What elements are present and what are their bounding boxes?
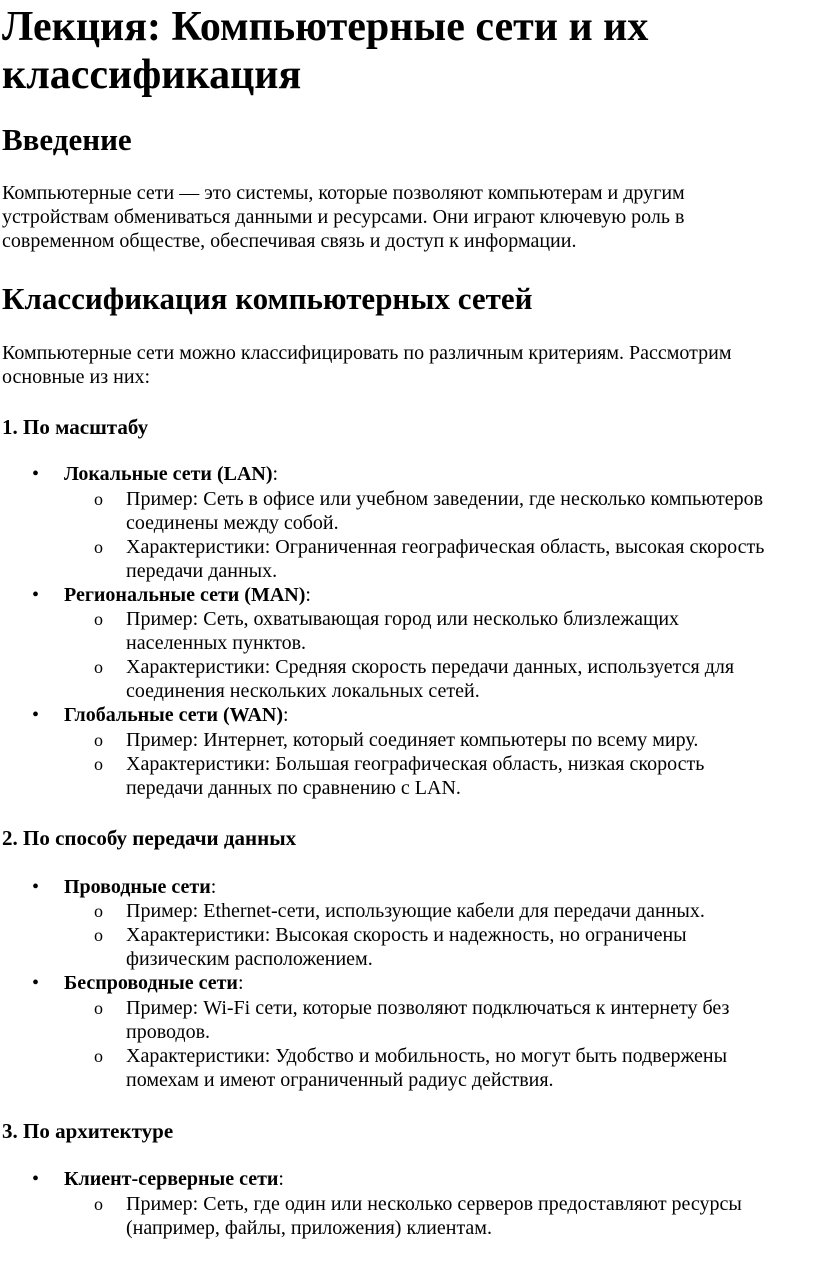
list-item-term: Локальные сети (LAN)	[64, 463, 273, 485]
sub-bullet-icon: o	[94, 1194, 103, 1214]
sub-bullet-icon: o	[94, 730, 103, 750]
list-item-term: Региональные сети (MAN)	[64, 584, 306, 606]
sub-item-text: населенных пунктов.	[126, 632, 307, 654]
section-heading-architecture: 3. По архитектуре	[2, 1119, 174, 1143]
sub-bullet-icon: o	[94, 925, 103, 945]
bullet-icon: •	[32, 972, 40, 994]
list-item-label	[64, 703, 289, 727]
bullet-icon: •	[32, 584, 40, 606]
sub-bullet-icon: o	[94, 657, 103, 677]
classification-paragraph-line: основные из них:	[2, 366, 151, 388]
intro-paragraph-line: устройствам обмениваться данными и ресурсами. Они играют ключевую роль в	[2, 206, 685, 228]
sub-item-text: Пример: Интернет, который соединяет компьютеры по всему миру.	[126, 729, 699, 751]
sub-item-text: соединения нескольких локальных сетей.	[126, 680, 480, 702]
sub-item-text: Характеристики: Средняя скорость передачи данных, используется для	[126, 656, 735, 678]
list-item-term: Клиент-серверные сети	[64, 1168, 279, 1190]
sub-item-text: Пример: Сеть, охватывающая город или несколько близлежащих	[126, 608, 680, 630]
sub-item-text: передачи данных.	[126, 560, 278, 582]
sub-item-text: Характеристики: Большая географическая область, низкая скорость	[126, 753, 705, 775]
classification-paragraph-line: Компьютерные сети можно классифицировать по различным критериям. Рассмотрим	[2, 342, 732, 364]
list-item-colon: :	[278, 1168, 284, 1190]
sub-item-text: помехам и имеют ограниченный радиус действия.	[126, 1069, 554, 1091]
sub-item-text: проводов.	[126, 1021, 211, 1043]
sub-item-text: соединены между собой.	[126, 512, 339, 534]
bullet-icon: •	[32, 1168, 40, 1190]
section-heading-scale: 1. По масштабу	[2, 415, 149, 439]
list-item-colon: :	[283, 704, 289, 726]
sub-bullet-icon: o	[94, 537, 103, 557]
document-title-line-1: Лекция: Компьютерные сети и их	[2, 4, 649, 50]
list-item-colon: :	[237, 972, 244, 994]
document-title-line-2: классификация	[2, 52, 302, 98]
sub-bullet-icon: o	[94, 609, 103, 629]
sub-item-text: Пример: Сеть в офисе или учебном заведении, где несколько компьютеров	[126, 488, 764, 510]
sub-item-text: передачи данных по сравнению с LAN.	[126, 777, 461, 799]
sub-bullet-icon: o	[94, 754, 103, 774]
section-heading-transmission: 2. По способу передачи данных	[2, 826, 297, 850]
list-item-colon: :	[305, 584, 311, 606]
sub-item-text: Пример: Wi-Fi сети, которые позволяют подключаться к интернету без	[126, 997, 730, 1019]
sub-bullet-icon: o	[94, 901, 103, 921]
list-item-label	[64, 462, 278, 486]
sub-bullet-icon: o	[94, 998, 103, 1018]
bullet-icon: •	[32, 876, 40, 898]
intro-heading: Введение	[2, 122, 132, 157]
list-item-colon: :	[272, 463, 279, 485]
list-item-term: Глобальные сети (WAN)	[64, 704, 284, 726]
list-item-label	[64, 875, 216, 899]
bullet-icon: •	[32, 704, 40, 726]
sub-bullet-icon: o	[94, 1046, 103, 1066]
list-item-label	[64, 1167, 284, 1191]
sub-item-text: Характеристики: Ограниченная географическая область, высокая скорость	[126, 536, 765, 558]
list-item-term: Беспроводные сети	[64, 972, 238, 994]
sub-item-text: Пример: Ethernet-сети, использующие кабели для передачи данных.	[126, 900, 705, 922]
list-item-label	[64, 971, 244, 995]
sub-item-text: физическим расположением.	[126, 948, 373, 970]
bullet-icon: •	[32, 463, 40, 485]
sub-item-text: (например, файлы, приложения) клиентам.	[126, 1217, 492, 1239]
sub-item-text: Пример: Сеть, где один или несколько серверов предоставляют ресурсы	[126, 1193, 742, 1215]
sub-item-text: Характеристики: Высокая скорость и надежность, но ограничены	[126, 924, 687, 946]
sub-bullet-icon: o	[94, 489, 103, 509]
list-item-label	[64, 583, 311, 607]
intro-paragraph-line: Компьютерные сети — это системы, которые позволяют компьютерам и другим	[2, 182, 685, 204]
sub-item-text: Характеристики: Удобство и мобильность, но могут быть подвержены	[126, 1045, 728, 1067]
list-item-term: Проводные сети	[64, 876, 211, 898]
list-item-colon: :	[210, 876, 217, 898]
classification-heading: Классификация компьютерных сетей	[2, 281, 533, 316]
intro-paragraph-line: современном обществе, обеспечивая связь и доступ к информации.	[2, 230, 577, 252]
